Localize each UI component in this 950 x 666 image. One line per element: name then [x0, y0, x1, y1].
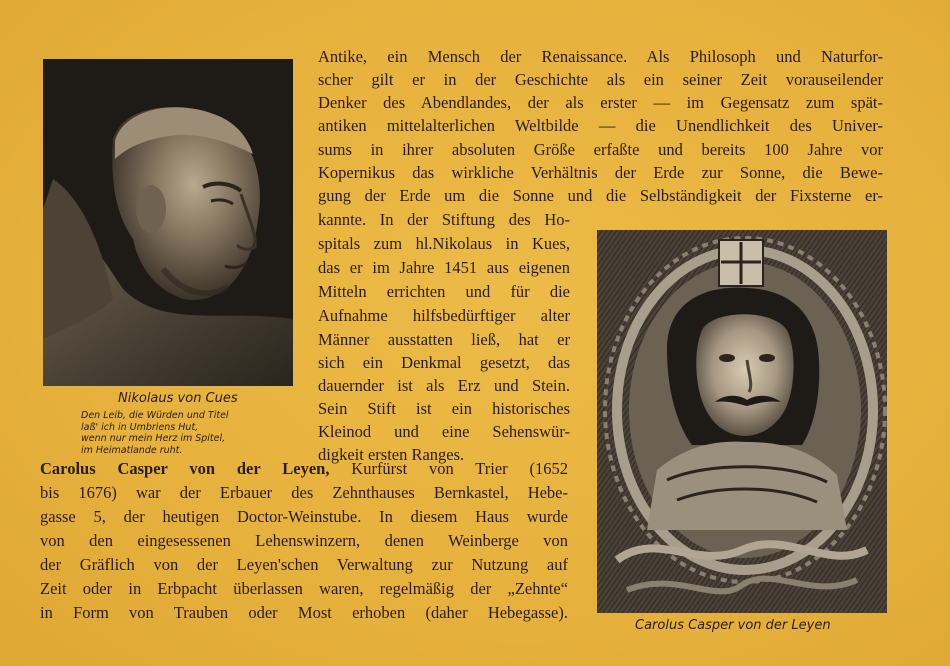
verse-line: im Heimatlande ruht.: [81, 444, 183, 456]
text-line: Sein Stift ist ein historisches: [318, 399, 570, 418]
verse-line: laß' ich in Umbriens Hut,: [81, 421, 199, 433]
text-line: in Form von Trauben oder Most erhoben (daher Hebegasse).: [40, 603, 568, 622]
verse-line: Den Leib, die Würden und Titel: [81, 410, 229, 421]
name-carolus-casper: Carolus Casper von der Leyen,: [40, 459, 330, 478]
portrait-carolus-casper: [597, 230, 887, 613]
caption-nikolaus-title: Nikolaus von Cues: [118, 391, 238, 406]
text-line: der Gräflich von der Leyen'schen Verwaltung zur Nutzung auf: [40, 555, 568, 574]
text-line: Denker des Abendlandes, der als erster — im Gegensatz zum spät-: [318, 93, 883, 112]
text-line: sich ein Denkmal gesetzt, das: [318, 353, 570, 372]
text-line: Mitteln errichten und für die: [318, 282, 570, 301]
text-line: gasse 5, der heutigen Doctor-Weinstube. In diesem Haus wurde: [40, 507, 568, 526]
text-line: spitals zum hl.Nikolaus in Kues,: [318, 234, 570, 253]
text-line-lead: [40, 459, 568, 479]
text-line: sums in ihrer absoluten Größe erfaßte und bereits 100 Jahre vor: [318, 140, 883, 159]
text-line: Kopernikus das wirkliche Verhältnis der Erde zur Sonne, die Bewe-: [318, 163, 883, 182]
caption-carolus-casper: Carolus Casper von der Leyen: [635, 618, 831, 633]
text-line: Kleinod und eine Sehenswür-: [318, 422, 570, 441]
text-line: Zeit oder in Erbpacht überlassen waren, regelmäßig der „Zehnte“: [40, 579, 568, 598]
portrait-nikolaus-image: [43, 59, 293, 386]
text-line: dauernder ist als Erz und Stein.: [318, 376, 570, 395]
text-line: kannte. In der Stiftung des Ho-: [318, 210, 570, 229]
text-line: gung der Erde um die Sonne und die Selbständigkeit der Fixsterne er-: [318, 186, 883, 205]
text-line: bis 1676) war der Erbauer des Zehnthauses Bernkastel, Hebe-: [40, 483, 568, 502]
verse-line: wenn nur mein Herz im Spitel,: [81, 433, 226, 444]
text-line: Aufnahme hilfsbedürftiger alter: [318, 306, 570, 325]
text-line: antiken mittelalterlichen Weltbilde — die Unendlichkeit des Univer-: [318, 116, 883, 135]
portrait-carolus-image: [597, 230, 887, 613]
text-line: Antike, ein Mensch der Renaissance. Als Philosoph und Naturfor-: [318, 47, 883, 66]
text-line: scher gilt er in der Geschichte als ein seiner Zeit vorauseilender: [318, 70, 883, 89]
text-line: Männer ausstatten ließ, hat er: [318, 330, 570, 349]
caption-nikolaus-verse: [81, 410, 291, 456]
portrait-nikolaus-von-cues: [43, 59, 293, 386]
text-line: das er im Jahre 1451 aus eigenen: [318, 258, 570, 277]
text-line: von den eingesessenen Lehenswinzern, denen Weinberge von: [40, 531, 568, 550]
text-line: digkeit ersten Ranges.: [318, 445, 465, 464]
lead-rest: Kurfürst von Trier (1652: [329, 459, 568, 478]
